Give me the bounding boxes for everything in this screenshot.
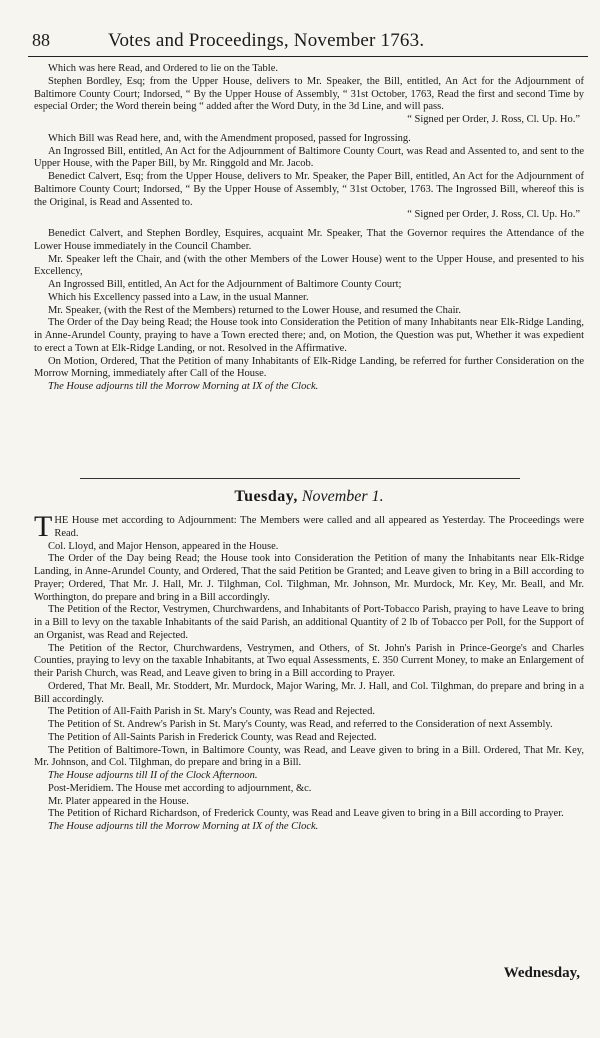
paragraph: On Motion, Ordered, That the Petition of many Inhabitants of Elk-Ridge Landing, be referred for further Consideration on the Morrow Morning, immediately after Call of the House. bbox=[34, 355, 584, 380]
signature-line: “ Signed per Order, J. Ross, Cl. Up. Ho.” bbox=[407, 114, 580, 125]
paragraph: The Petition of All-Faith Parish in St. Mary's County, was Read and Rejected. bbox=[48, 706, 375, 718]
paragraph: The Petition of the Rector, Churchwardens, Vestrymen, and Others, of St. John's Parish in Prince-George's and Charles Counties, praying to levy on the taxable Inhabitants, at Two equal Assessments, £. 350 Current Money, to make an Enlargement of their Parish Church, was Read, and Leave given to bring in a Bill according to Prayer. bbox=[34, 642, 584, 679]
day-heading bbox=[34, 488, 584, 506]
adjournment-line: The House adjourns till II of the Clock Afternoon. bbox=[48, 770, 258, 781]
paragraph: The Petition of Baltimore-Town, in Baltimore County, was Read, and Leave given to bring in a Bill. Ordered, That Mr. Key, Mr. Johnson, and Col. Tilghman, do prepare and bring in a Bill. bbox=[34, 744, 584, 769]
paragraph: The Order of the Day being Read; the House took into Consideration the Petition of many Inhabitants near Elk-Ridge Landing, in Anne-Arundel County, praying to have a Town erected there; and, on Motion, the Question was put, Whether it was expedient to erect a Town at Elk-Ridge Landing, or not. Resolved in the Affirmative. bbox=[34, 317, 584, 354]
paragraph: Which was here Read, and Ordered to lie on the Table. bbox=[48, 63, 278, 74]
paragraph: An Ingrossed Bill, entitled, An Act for the Adjournment of Baltimore County Court; bbox=[48, 279, 402, 290]
catchword: Wednesday, bbox=[503, 965, 580, 981]
paragraph: The Petition of St. Andrew's Parish in St. Mary's County, was Read, and referred to the Consideration of next Assembly. bbox=[48, 719, 553, 730]
paragraph-text: HE House met according to Adjournment: The Members were called and all appeared as Yesterday. The Proceedings were Read. bbox=[54, 515, 584, 539]
page-number: 88 bbox=[32, 30, 50, 50]
paragraph: Stephen Bordley, Esq; from the Upper House, delivers to Mr. Speaker, the Bill, entitled, An Act for the Adjournment of Baltimore County Court; Indorsed, “ By the Upper House of Assembly, “ 31st October, 1763, Read the first and second Time by especial Order; the Word therein being “ added after the Word Duty, in the 3d Line, and will pass. bbox=[34, 75, 584, 113]
opening-paragraph bbox=[34, 510, 584, 543]
paragraph: The Order of the Day being Read; the House took into Consideration the Petition of many the Inhabitants near Elk-Ridge Landing, in Anne-Arundel County, and Ordered, That the said Petition be Granted; and Leave given to bring in a Bill according to Prayer; Ordered, That Mr. J. Hall, Mr. J. Tilghman, Col. Tilghman, Mr. Johnson, Mr. Murdock, Mr. Key, Mr. Beall, and Mr. Worthington, do prepare and bring in a Bill accordingly. bbox=[34, 553, 584, 603]
page-header bbox=[28, 30, 588, 57]
bottom-section bbox=[34, 510, 584, 834]
paragraph: The Petition of Richard Richardson, of Frederick County, was Read and Leave given to bring in a Bill according to Prayer. bbox=[48, 808, 564, 820]
paragraph: An Ingrossed Bill, entitled, An Act for the Adjournment of Baltimore County Court, was Read and Assented to, and sent to the Upper House, with the Paper Bill, by Mr. Ringgold and Mr. Jacob. bbox=[34, 145, 584, 170]
paragraph: Which his Excellency passed into a Law, in the usual Manner. bbox=[48, 291, 309, 303]
paragraph: Post-Meridiem. The House met according to adjournment, &c. bbox=[48, 782, 312, 794]
paragraph: Col. Lloyd, and Major Henson, appeared in the House. bbox=[48, 540, 279, 552]
paragraph: Mr. Speaker left the Chair, and (with the other Members of the Lower House) went to the Upper House, and presented to his Excellency, bbox=[34, 253, 584, 278]
day-date: November 1. bbox=[301, 488, 384, 505]
day-name: Tuesday, bbox=[234, 488, 298, 505]
running-title: Votes and Proceedings, November 1763. bbox=[108, 30, 425, 51]
section-divider bbox=[80, 478, 520, 479]
adjournment-line: The House adjourns till the Morrow Morning at IX of the Clock. bbox=[48, 821, 319, 832]
paragraph: Benedict Calvert, and Stephen Bordley, Esquires, acquaint Mr. Speaker, That the Governor requires the Attendance of the Lower House immediately in the Council Chamber. bbox=[34, 228, 584, 252]
paragraph: Ordered, That Mr. Beall, Mr. Stoddert, Mr. Murdock, Major Waring, Mr. J. Hall, and Col. Tilghman, do prepare and bring in a Bill accordingly. bbox=[34, 680, 584, 705]
paragraph: Which Bill was Read here, and, with the Amendment proposed, passed for Ingrossing. bbox=[48, 132, 411, 144]
top-section bbox=[34, 63, 584, 394]
paragraph: The Petition of the Rector, Vestrymen, Churchwardens, and Inhabitants of Port-Tobacco Parish, praying to have Leave to bring in a Bill to levy on the taxable Inhabitants of the said Parish, an additional Quantity of 2 lb of Tobacco per Poll, for the Support of an Organist, was Read and Rejected. bbox=[34, 604, 584, 641]
drop-cap: T bbox=[34, 510, 53, 543]
paragraph: Mr. Speaker, (with the Rest of the Members) returned to the Lower House, and resumed the Chair. bbox=[48, 304, 462, 316]
paragraph: Mr. Plater appeared in the House. bbox=[48, 795, 189, 807]
signature-line: “ Signed per Order, J. Ross, Cl. Up. Ho.” bbox=[407, 209, 580, 221]
paragraph: Benedict Calvert, Esq; from the Upper House, delivers to Mr. Speaker, the Paper Bill, entitled, An Act for the Adjournment of Baltimore County Court; Indorsed, “ By the Upper House of Assembly, “ 31st October, 1763. The Ingrossed Bill, whereof this is the Original, is Read and Assented to. bbox=[34, 171, 584, 208]
adjournment-line: The House adjourns till the Morrow Morning at IX of the Clock. bbox=[48, 381, 319, 392]
paragraph: The Petition of All-Saints Parish in Frederick County, was Read and Rejected. bbox=[48, 731, 377, 743]
